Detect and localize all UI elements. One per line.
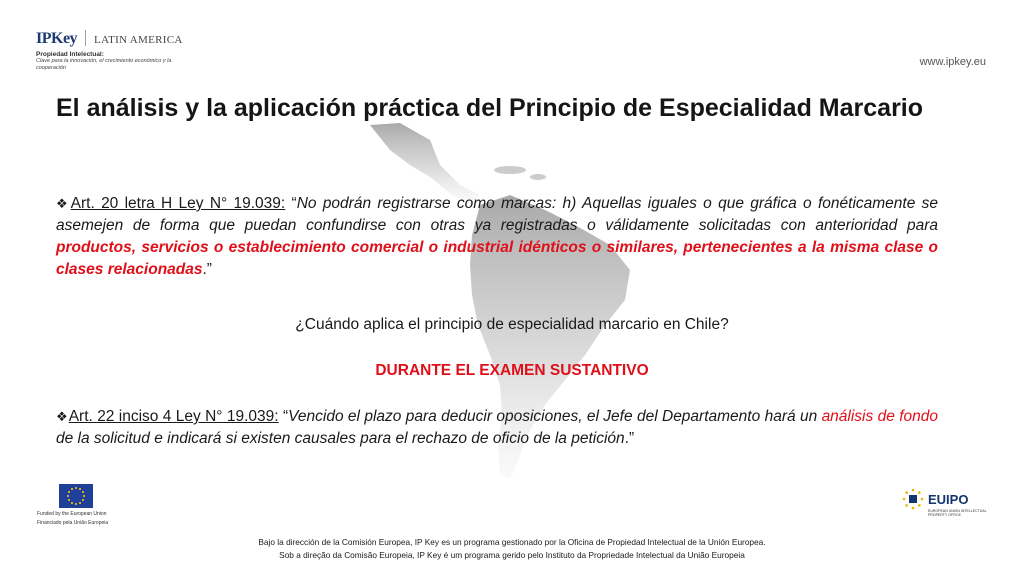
footer-line-es: Bajo la dirección de la Comisión Europea, IP Key es un programa gestionado por la Oficina de Propiedad Intelectual de la Unión Europea. xyxy=(258,537,766,547)
diamond-bullet-icon: ❖ xyxy=(56,196,70,211)
euipo-subtitle: EUROPEAN UNION INTELLECTUAL PROPERTY OFFICE xyxy=(928,509,987,517)
logo-tagline: Clave para la innovación, el crecimiento económico y la cooperación xyxy=(36,58,172,71)
euipo-emblem-icon xyxy=(902,488,924,510)
website-url: www.ipkey.eu xyxy=(919,56,986,68)
article-20-reference: Art. 20 letra H Ley N° 19.039: xyxy=(70,195,286,212)
footer-line-pt: Sob a direção da Comisão Europeia, IP Key é um programa gerido pelo Instituto da Propriedade Intelectual da União Europeia xyxy=(279,550,745,560)
article-22-paragraph xyxy=(56,406,938,450)
diamond-bullet-icon: ❖ xyxy=(56,409,68,424)
logo-tagline-title: Propiedad Intelectual: xyxy=(36,51,104,58)
logo-region-text: LATIN AMERICA xyxy=(94,34,183,46)
question-text: ¿Cuándo aplica el principio de especialidad marcario en Chile? xyxy=(295,316,729,333)
footer xyxy=(0,536,1024,562)
quote-close: .” xyxy=(202,261,212,278)
eu-funded-text-pt: Financiado pela União Europeia xyxy=(37,520,109,526)
article-20-highlight: productos, servicios o establecimiento comercial o industrial idénticos o similares, pertenecientes a la misma clase o clases relacionadas xyxy=(56,239,938,278)
article-22-quote-part1: Vencido el plazo para deducir oposiciones, el Jefe del Departamento hará un xyxy=(288,408,822,425)
logo-main-text: IPKey xyxy=(36,30,78,47)
quote-close: .” xyxy=(624,430,635,447)
euipo-name: EUIPO xyxy=(928,491,969,507)
quote-open: “ xyxy=(278,408,289,425)
euipo-logo xyxy=(902,488,992,520)
article-22-quote-part2: de la solicitud e indicará si existen causales para el rechazo de oficio de la petición xyxy=(56,430,625,447)
article-22-reference: Art. 22 inciso 4 Ley N° 19.039: xyxy=(68,408,279,425)
slide-title: El análisis y la aplicación práctica del Principio de Especialidad Marcario xyxy=(56,94,924,122)
article-20-paragraph xyxy=(56,193,938,281)
article-22-highlight: análisis de fondo xyxy=(821,408,939,425)
ipkey-logo xyxy=(36,30,236,80)
logo-divider xyxy=(85,30,86,46)
article-20-quote: No podrán registrarse como marcas: h) Aquellas iguales o que gráfica o fonéticamente se asemejen de forma que puedan confundirse con otras ya registradas o válidamente solicitadas con anterioridad para xyxy=(56,195,939,234)
eu-funded-text-en: Funded by the European Union xyxy=(37,511,107,517)
exam-heading: DURANTE EL EXAMEN SUSTANTIVO xyxy=(375,362,649,379)
eu-flag-icon xyxy=(59,484,93,508)
quote-open: “ xyxy=(285,195,297,212)
eu-funded-logo xyxy=(37,484,147,524)
